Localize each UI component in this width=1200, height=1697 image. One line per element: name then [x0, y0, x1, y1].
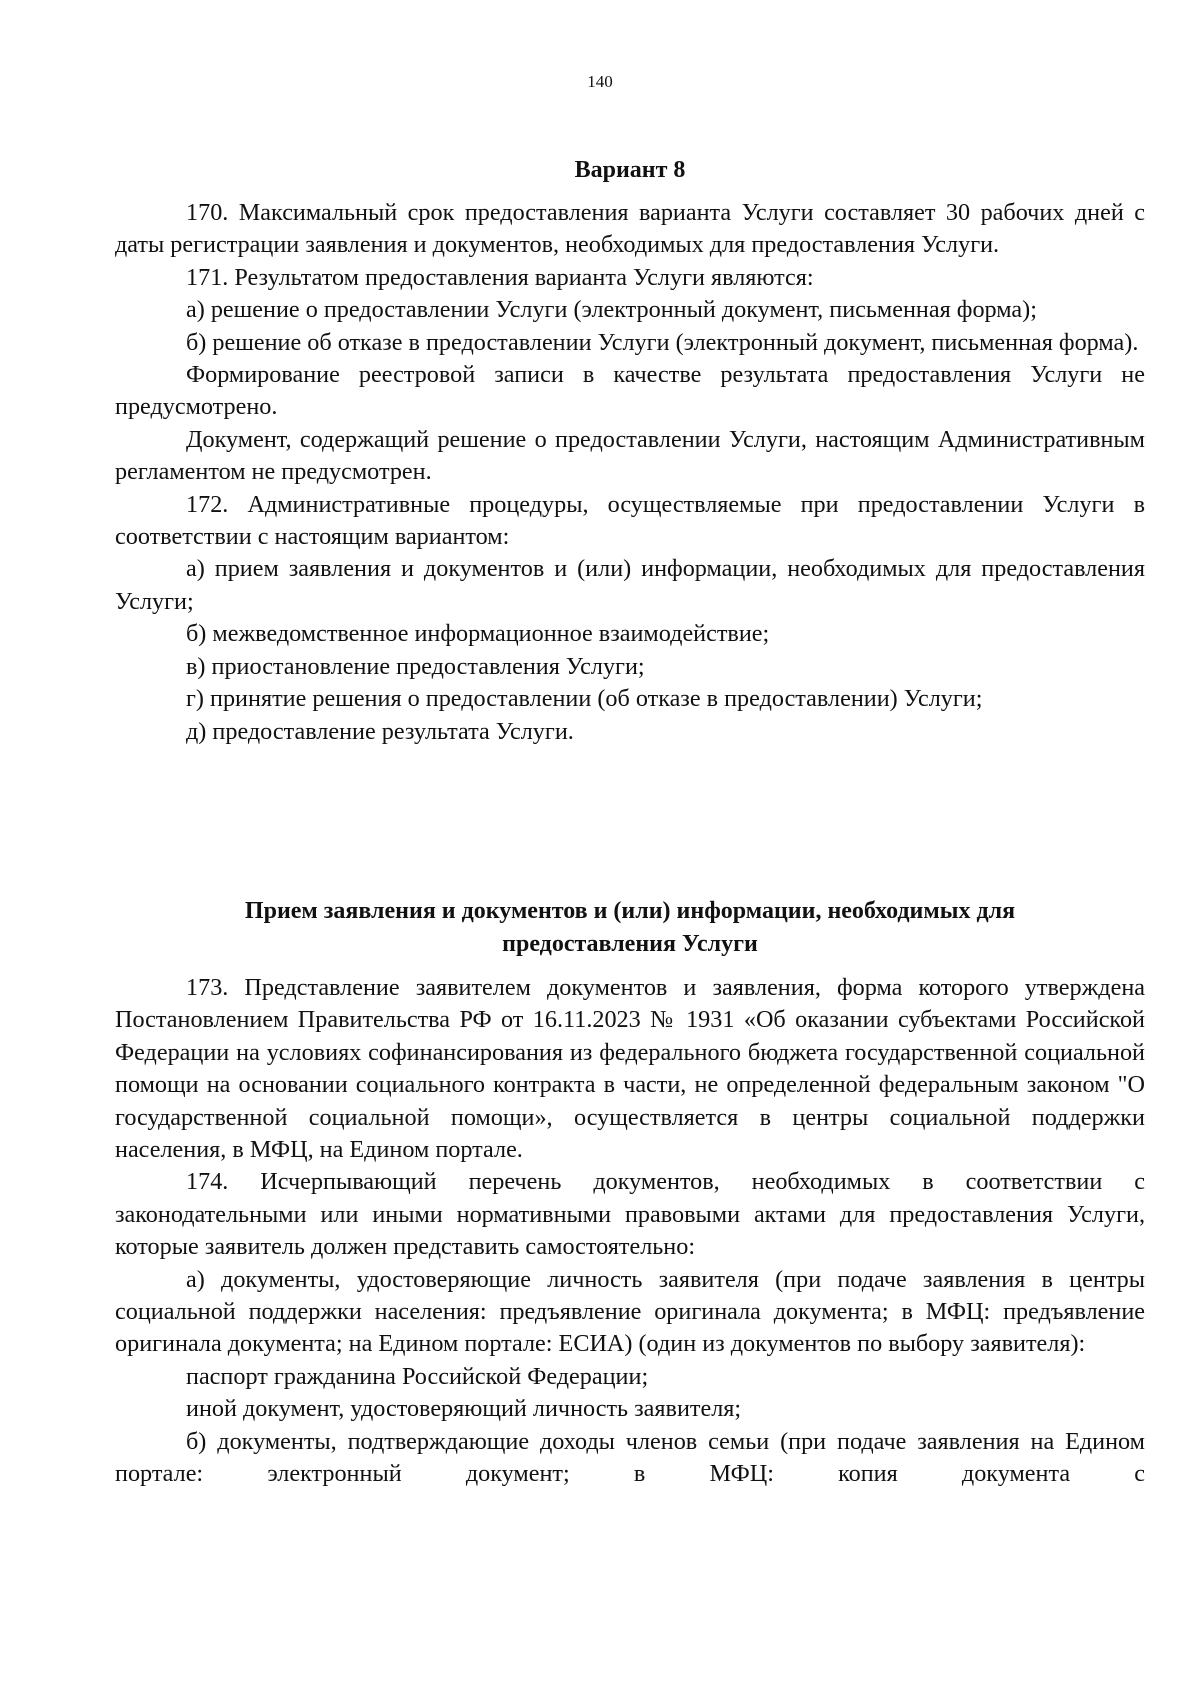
- paragraph-172-v: в) приостановление предоставления Услуги;: [186, 652, 645, 680]
- paragraph-174-b: б) документы, подтверждающие доходы членов семьи (при подаче заявления на Едином портале: электронный документ; в МФЦ: копия документа с: [115, 1427, 1145, 1488]
- paragraph-172-d: д) предоставление результата Услуги.: [186, 717, 574, 745]
- paragraph-171-a: а) решение о предоставлении Услуги (электронный документ, письменная форма);: [186, 296, 1037, 324]
- paragraph-174-a: а) документы, удостоверяющие личность заявителя (при подаче заявления в центры социальной поддержки населения: предъявление оригинала документа; в МФЦ: предъявление оригинала документа; на Едином портале: ЕСИА) (один из документов по выбору заявителя):: [115, 1265, 1145, 1358]
- paragraph-172: 172. Административные процедуры, осуществляемые при предоставлении Услуги в соответствии с настоящим вариантом:: [115, 490, 1145, 551]
- paragraph-172-a: а) прием заявления и документов и (или) информации, необходимых для предоставления Услуги;: [115, 555, 1145, 615]
- page-number: 140: [587, 72, 613, 91]
- section-reception-body: [115, 972, 1145, 1491]
- paragraph-171: 171. Результатом предоставления варианта Услуги являются:: [186, 263, 814, 291]
- section-heading-reception-line1: Прием заявления и документов и (или) информации, необходимых для: [244, 898, 1016, 924]
- list-item-passport: паспорт гражданина Российской Федерации;: [186, 1362, 649, 1390]
- paragraph-decision-document: Документ, содержащий решение о предоставлении Услуги, настоящим Административным регламентом не предусмотрен.: [115, 425, 1145, 486]
- section-heading-reception-line2: предоставления Услуги: [502, 931, 758, 957]
- section-heading-reception: [115, 895, 1145, 961]
- paragraph-174: 174. Исчерпывающий перечень документов, необходимых в соответствии с законодательными или иными нормативными правовыми актами для предоставления Услуги, которые заявитель должен представить самостоятельно:: [115, 1168, 1145, 1261]
- section-heading-variant: Вариант 8: [574, 157, 686, 183]
- section-variant-body: [115, 197, 1145, 748]
- paragraph-registry-record: Формирование реестровой записи в качестве результата предоставления Услуги не предусмотрено.: [115, 361, 1145, 421]
- paragraph-172-g: г) принятие решения о предоставлении (об отказе в предоставлении) Услуги;: [186, 685, 983, 713]
- paragraph-171-b: б) решение об отказе в предоставлении Услуги (электронный документ, письменная форма).: [186, 328, 1139, 356]
- paragraph-172-b: б) межведомственное информационное взаимодействие;: [186, 620, 770, 648]
- paragraph-170: 170. Максимальный срок предоставления варианта Услуги составляет 30 рабочих дней с даты регистрации заявления и документов, необходимых для предоставления Услуги.: [115, 199, 1145, 259]
- paragraph-173: 173. Представление заявителем документов и заявления, форма которого утверждена Постановлением Правительства РФ от 16.11.2023 № 1931 «Об оказании субъектами Российской Федерации на условиях софинансирования из федерального бюджета государственной социальной помощи на основании социального контракта в части, не определенной федеральным законом "О государственной социальной помощи», осуществляется в центры социальной поддержки населения, в МФЦ, на Едином портале.: [115, 974, 1145, 1164]
- list-item-other-id: иной документ, удостоверяющий личность заявителя;: [186, 1395, 742, 1423]
